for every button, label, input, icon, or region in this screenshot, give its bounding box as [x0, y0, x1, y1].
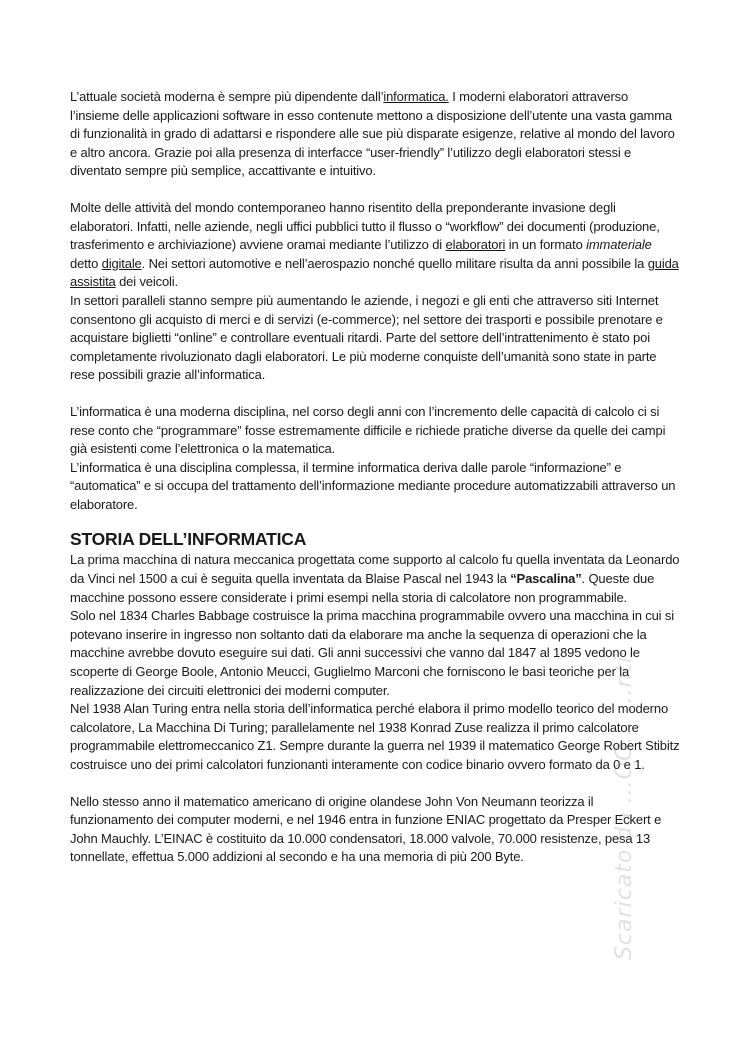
intro-text: L’attuale società moderna è sempre più dipendente dall’	[70, 89, 384, 104]
intro-paragraph-2	[70, 199, 680, 292]
history-text: . Queste due macchine possono essere considerate i primi esempi nella storia di calcolatore non programmabile.	[70, 571, 655, 605]
intro-paragraph-5: L’informatica è una disciplina complessa, il termine informatica deriva dalle parole “informazione” e “automatica” e si occupa del trattamento dell’informazione mediante procedure automatizzabili attraverso un elaboratore.	[70, 459, 676, 512]
history-paragraph-1	[70, 551, 680, 607]
digitale-link[interactable]: digitale	[101, 255, 142, 271]
history-text: La prima macchina di natura meccanica progettata come supporto al calcolo fu quella inventata da Leonardo da Vinci nel 1500 a cui è seguita quella inventata da Blaise Pascal nel 1943 la	[70, 552, 680, 587]
intro-text: dei veicoli.	[115, 274, 178, 290]
elaboratori-link[interactable]: elaboratori	[445, 237, 506, 253]
intro-text: detto	[70, 255, 102, 271]
section-heading: STORIA DELL’INFORMATICA	[70, 529, 307, 550]
intro-text: I moderni elaboratori attraverso l’insieme delle applicazioni software in esso contenute mettono a disposizione dell’utente una vasta gamma di funzionalità in grado di adattarsi e rispondere alle sue più disparate esigenze, relative al mondo del lavoro e altro ancora. Grazie poi alla presenza di interfacce “user-friendly” l’utilizzo degli elaboratori stessi e diventato sempre più semplice, accattivante e intuitivo.	[70, 89, 675, 179]
intro-text: in un formato	[505, 237, 587, 253]
guida-assistita-link[interactable]: guida assistita	[70, 255, 679, 290]
immateriale-italic: immateriale	[586, 237, 652, 253]
intro-text: Molte delle attività del mondo contemporaneo hanno risentito della preponderante invasione degli elaboratori. Infatti, nelle aziende, negli uffici pubblici tutto il flusso o “workflow” dei documenti (produzione, trasferimento e archiviazione) avviene oramai mediante l’utilizzo di	[70, 199, 660, 253]
intro-paragraph-1	[70, 88, 680, 181]
intro-paragraph-4: L’informatica è una moderna disciplina, nel corso degli anni con l’incremento delle capacità di calcolo ci si rese conto che “programmare” fosse estremamente difficile e richiede pratiche diverse da quelle dei campi già esistenti come l’elettronica o la matematica.	[70, 403, 666, 457]
pascalina-bold: “Pascalina”	[510, 571, 582, 587]
informatica-link[interactable]: informatica.	[383, 89, 449, 104]
intro-text: . Nei settori automotive e nell’aerospazio nonché quello militare risulta da anni possibile la	[141, 255, 648, 271]
history-paragraph-3: Nel 1938 Alan Turing entra nella storia dell’informatica perché elabora il primo modello teorico del moderno calcolatore, La Macchina Di Turing; parallelamente nel 1938 Konrad Zuse realizza il primo calcolatore programmabile elettromeccanico Z1. Sempre durante la guerra nel 1939 il matematico George Robert Stibitz costruisce uno dei primi calcolatori funzionanti interamente con codice binario ovvero formato da 0 e 1.	[70, 701, 680, 772]
document-page	[70, 88, 680, 867]
history-paragraph-4: Nello stesso anno il matematico americano di origine olandese John Von Neumann teorizza il funzionamento dei computer moderni, e nel 1946 entra in funzione ENIAC progettato da Presper Eckert e John Mauchly. L’EINAC è costituito da 10.000 condensatori, 18.000 valvole, 70.000 resistenze, pesa 13 tonnellate, effettua 5.000 addizioni al secondo e ha una memoria di più 200 Byte.	[70, 793, 662, 865]
history-paragraph-2: Solo nel 1834 Charles Babbage costruisce la prima macchina programmabile ovvero una macchina in cui si potevano inserire in ingresso non soltanto dati da elaborare ma anche la sequenza di operazioni che la macchine avrebbe dovuto eseguire sui dati. Gli anni successivi che vanno dal 1847 al 1895 vedono le scoperte di George Boole, Antonio Meucci, Guglielmo Marconi che forniscono le basi teoriche per la realizzazione dei circuiti elettronici dei moderni computer.	[70, 608, 674, 698]
watermark: Scaricato da ...OO... ...nti	[612, 655, 637, 960]
intro-paragraph-3: In settori paralleli stanno sempre più aumentando le aziende, i negozi e gli enti che attraverso siti Internet consentono gli acquisto di merci e di servizi (e-commerce); nel settore dei trasporti e possibile prenotare e acquistare biglietti “online” e controllare eventuali ritardi. Parte del settore dell’intrattenimento è stato poi completamente rivoluzionato dagli elaboratori. Le più moderne conquiste dell’umanità sono state in parte rese possibili grazie all’informatica.	[70, 292, 663, 383]
